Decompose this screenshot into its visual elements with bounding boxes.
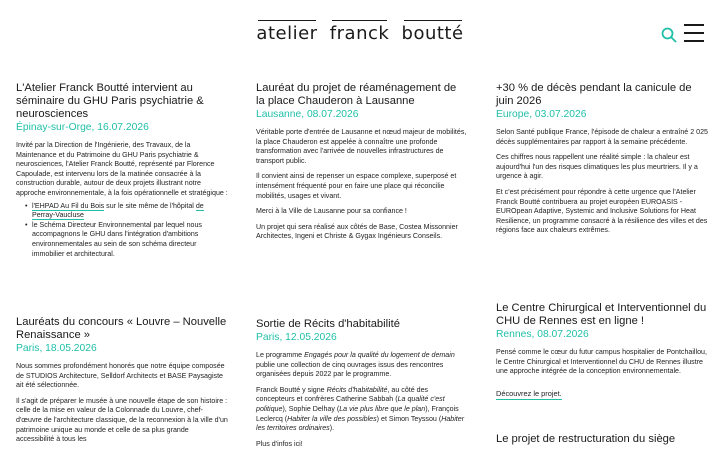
list-item	[26, 202, 228, 221]
logo-word-atelier: atelier	[256, 20, 317, 44]
search-icon[interactable]	[661, 27, 677, 43]
news-card[interactable]	[496, 302, 708, 446]
perray-vaucluse-link[interactable]: de Perray-Vaucluse	[32, 201, 204, 220]
news-card-text	[256, 386, 468, 434]
news-card-text: Selon Santé publique France, l'épisode de chaleur a entraîné 2 025 décès supplémentaires par rapport à la semaine précédente.	[496, 128, 708, 146]
text-run: Le programme	[256, 351, 305, 359]
book-title: Habiter la ville des possibles	[287, 414, 377, 423]
site-logo[interactable]	[0, 20, 720, 44]
text-run: , au côté des concepteurs et confrères Catherine Sabbah (	[256, 385, 429, 404]
news-card[interactable]	[16, 82, 228, 265]
news-card-text: Invité par la Direction de l'Ingénierie, des Travaux, de la Maintenance et du Patrimoine du GHU Paris psychiatrie & neurosciences, l'Atelier Franck Boutté, représenté par Florence Capoulade, est intervenu lors de la matinée consacrée à la construction durable, autour de deux projets illustrant notre approche environnementale, à la fois opérationnelle et stratégique :	[16, 141, 228, 197]
text-run: ).	[329, 424, 335, 433]
news-card-meta: Lausanne, 08.07.2026	[256, 109, 359, 120]
news-card-text	[256, 351, 468, 380]
news-card-meta: Rennes, 08.07.2026	[496, 329, 589, 340]
news-card-title[interactable]: +30 % de décès pendant la canicule de juin 2026	[496, 82, 692, 107]
text-run: ), François Leclercq (	[256, 404, 459, 423]
news-card-list	[26, 202, 228, 260]
more-info-link[interactable]: Plus d'infos ici!	[256, 439, 303, 448]
list-item-text: sur le site même de l'hôpital	[104, 201, 196, 210]
news-card-text: Il s'agit de préparer le musée à une nouvelle étape de son histoire : celle de la mise en valeur de la Colonnade du Louvre, chef-d'œuvre de l'architecture classique, de la reconnexion à la ville d'un patrimoine unique au monde et celle de sa plus grande accessibilité à tous les	[16, 396, 228, 444]
text-run: Franck Boutté y signe	[256, 385, 327, 394]
news-card-text: Il convient ainsi de repenser un espace complexe, superposé et intensément fréquenté pour en faire une place qui réconcilie mobilités, usages et vivant.	[256, 172, 457, 200]
news-card-title[interactable]: Sortie de Récits d'habitabilité	[256, 318, 400, 330]
news-card-meta: Europe, 03.07.2026	[496, 109, 587, 120]
news-card-text: Véritable porte d'entrée de Lausanne et nœud majeur de mobilités, la place Chauderon est appelée à connaître une profonde transformation avec l'arrivée de nouvelles infrastructures de transport public.	[256, 128, 467, 165]
book-title: Récits d'habitabilité	[326, 385, 388, 394]
news-card-title[interactable]: L'Atelier Franck Boutté intervient au séminaire du GHU Paris psychiatrie & neurosciences	[16, 82, 204, 120]
news-card-text: Un projet qui sera réalisé aux côtés de Base, Costea Missonnier Architectes, Ingeni et Christe & Gygax Ingénieurs Conseils.	[256, 222, 458, 241]
book-title: La qualité c'est politique	[256, 395, 445, 413]
logo-word-boutte: boutté	[402, 20, 464, 44]
news-card-meta: Paris, 12.05.2026	[256, 332, 337, 343]
news-card-title[interactable]: Le Centre Chirurgical et Interventionnel du CHU de Rennes est en ligne !	[496, 302, 707, 327]
news-card-title[interactable]: Le projet de restructuration du siège	[496, 432, 676, 445]
news-card-title[interactable]: Lauréat du projet de réaménagement de la place Chauderon à Lausanne	[256, 82, 457, 107]
news-card[interactable]	[256, 316, 468, 450]
logo-word-franck: franck	[330, 20, 390, 44]
news-card-text: Ces chiffres nous rappellent une réalité simple : la chaleur est aujourd'hui l'un des risques climatiques les plus meurtriers. Il y a urgence à agir.	[496, 153, 698, 181]
hamburger-menu-icon[interactable]	[684, 23, 704, 43]
book-title: Engagés pour la qualité du logement de demain	[304, 351, 455, 359]
news-card-title[interactable]: Lauréats du concours « Louvre – Nouvelle Renaissance »	[16, 316, 227, 341]
news-card-text: Et c'est précisément pour répondre à cette urgence que l'Atelier Franck Boutté contribuera au projet européen EUROASIS - EUROpean Adaptive, Systemic and Inclusive Solutions for Heat Resilience, un programme consacré à la résilience des villes et des régions face aux chaleurs extrêmes.	[496, 187, 708, 235]
news-card-meta: Épinay-sur-Orge, 16.07.2026	[16, 122, 149, 133]
book-title: Habiter les territoires ordinaires	[256, 414, 465, 433]
news-card-text: Merci à la Ville de Lausanne pour sa confiance !	[256, 207, 407, 216]
discover-project-link[interactable]: Découvrez le projet.	[496, 388, 562, 398]
news-card-text: Nous sommes profondément honorés que notre équipe composée de STUDIOS Architecture, Selldorf Architects et BASE Paysagiste ait été sélectionnée.	[16, 362, 225, 390]
text-run: publie une collection de cinq ouvrages issus des rencontres organisées depuis 2022 par le programme.	[256, 360, 444, 379]
news-card-text: Pensé comme le cœur du futur campus hospitalier de Pontchaillou, le Centre Chirurgical et Interventionnel du CHU de Rennes illustre une approche intégrée de la conception environnementale.	[496, 348, 707, 376]
text-run: ) et Simon Teyssou (	[376, 414, 442, 423]
book-title: La vie plus libre que le plan	[339, 404, 426, 413]
site-header	[0, 0, 720, 62]
news-card[interactable]	[16, 316, 228, 450]
ehpad-link[interactable]: l'EHPAD Au Fil du Bois	[32, 201, 105, 210]
news-card-meta: Paris, 18.05.2026	[16, 343, 97, 354]
list-item: • le Schéma Directeur Environnemental par lequel nous accompagnons le GHU dans l'intégration d'ambitions environnementales au sein de son schéma directeur immobilier et architectural.	[26, 221, 228, 259]
news-card[interactable]	[496, 82, 708, 242]
text-run: ), Sophie Delhay (	[282, 404, 340, 413]
news-card[interactable]	[256, 82, 468, 248]
